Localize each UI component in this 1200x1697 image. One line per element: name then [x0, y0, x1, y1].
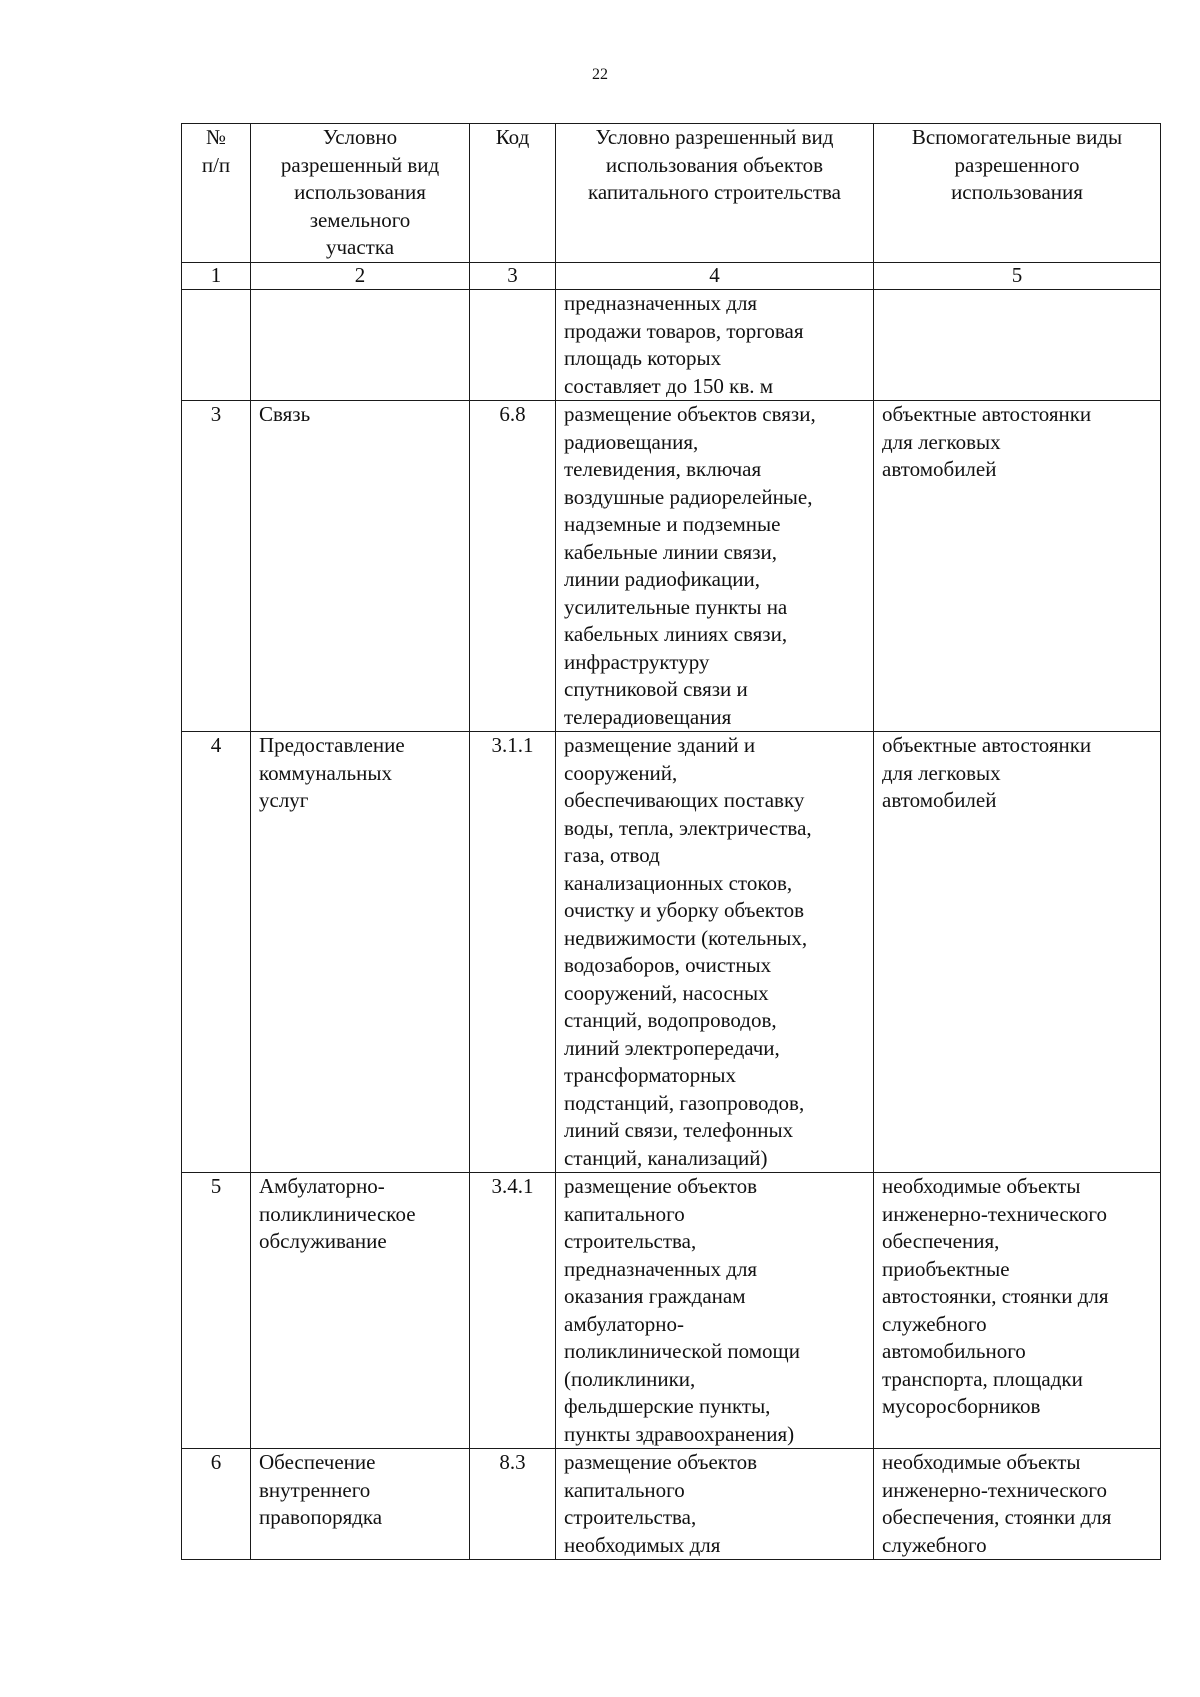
auxiliary-use-cell: объектные автостоянки для легковых автомобилей: [874, 732, 1161, 1173]
header-land-use: Условно разрешенный вид использования земельного участка: [251, 124, 470, 263]
header-code: Код: [470, 124, 556, 263]
row-number: 5: [182, 1173, 251, 1449]
capital-use-cell: размещение зданий и сооружений, обеспечивающих поставку воды, тепла, электричества, газа, отвод канализационных стоков, очистку и уборку объектов недвижимости (котельных, водозаборов, очистных сооружений, насосных станций, водопроводов, линий электропередачи, трансформаторных подстанций, газопроводов, линий связи, телефонных станций, канализаций): [556, 732, 874, 1173]
table-row: [182, 1449, 1161, 1560]
code-cell: [470, 290, 556, 401]
row-number: [182, 290, 251, 401]
code-cell: 8.3: [470, 1449, 556, 1560]
table-row: [182, 732, 1161, 1173]
table-row: [182, 290, 1161, 401]
land-use-cell: Амбулаторно- поликлиническое обслуживание: [251, 1173, 470, 1449]
capital-use-cell: размещение объектов капитального строительства, необходимых для: [556, 1449, 874, 1560]
land-use-cell: Обеспечение внутреннего правопорядка: [251, 1449, 470, 1560]
row-number: 3: [182, 401, 251, 732]
page-number: 22: [592, 66, 608, 83]
auxiliary-use-cell: [874, 290, 1161, 401]
header-auxiliary-use: Вспомогательные виды разрешенного использования: [874, 124, 1161, 263]
column-number: 3: [470, 263, 556, 290]
code-cell: 3.1.1: [470, 732, 556, 1173]
auxiliary-use-cell: объектные автостоянки для легковых автомобилей: [874, 401, 1161, 732]
column-number: 2: [251, 263, 470, 290]
header-capital-use: Условно разрешенный вид использования объектов капитального строительства: [556, 124, 874, 263]
row-number: 6: [182, 1449, 251, 1560]
column-number: 5: [874, 263, 1161, 290]
table-header-row: [182, 124, 1161, 263]
auxiliary-use-cell: необходимые объекты инженерно-технического обеспечения, стоянки для служебного: [874, 1449, 1161, 1560]
land-use-table: [181, 123, 1161, 1560]
column-number-row: [182, 263, 1161, 290]
header-number: № п/п: [182, 124, 251, 263]
table-row: [182, 401, 1161, 732]
capital-use-cell: предназначенных для продажи товаров, торговая площадь которых составляет до 150 кв. м: [556, 290, 874, 401]
code-cell: 3.4.1: [470, 1173, 556, 1449]
code-cell: 6.8: [470, 401, 556, 732]
column-number: 1: [182, 263, 251, 290]
capital-use-cell: размещение объектов капитального строительства, предназначенных для оказания гражданам амбулаторно- поликлинической помощи (поликлиники, фельдшерские пункты, пункты здравоохранения): [556, 1173, 874, 1449]
auxiliary-use-cell: необходимые объекты инженерно-технического обеспечения, приобъектные автостоянки, стоянки для служебного автомобильного транспорта, площадки мусоросборников: [874, 1173, 1161, 1449]
table-row: [182, 1173, 1161, 1449]
land-use-cell: Предоставление коммунальных услуг: [251, 732, 470, 1173]
row-number: 4: [182, 732, 251, 1173]
land-use-cell: [251, 290, 470, 401]
column-number: 4: [556, 263, 874, 290]
capital-use-cell: размещение объектов связи, радиовещания, телевидения, включая воздушные радиорелейные, надземные и подземные кабельные линии связи, линии радиофикации, усилительные пункты на кабельных линиях связи, инфраструктуру спутниковой связи и телерадиовещания: [556, 401, 874, 732]
land-use-cell: Связь: [251, 401, 470, 732]
